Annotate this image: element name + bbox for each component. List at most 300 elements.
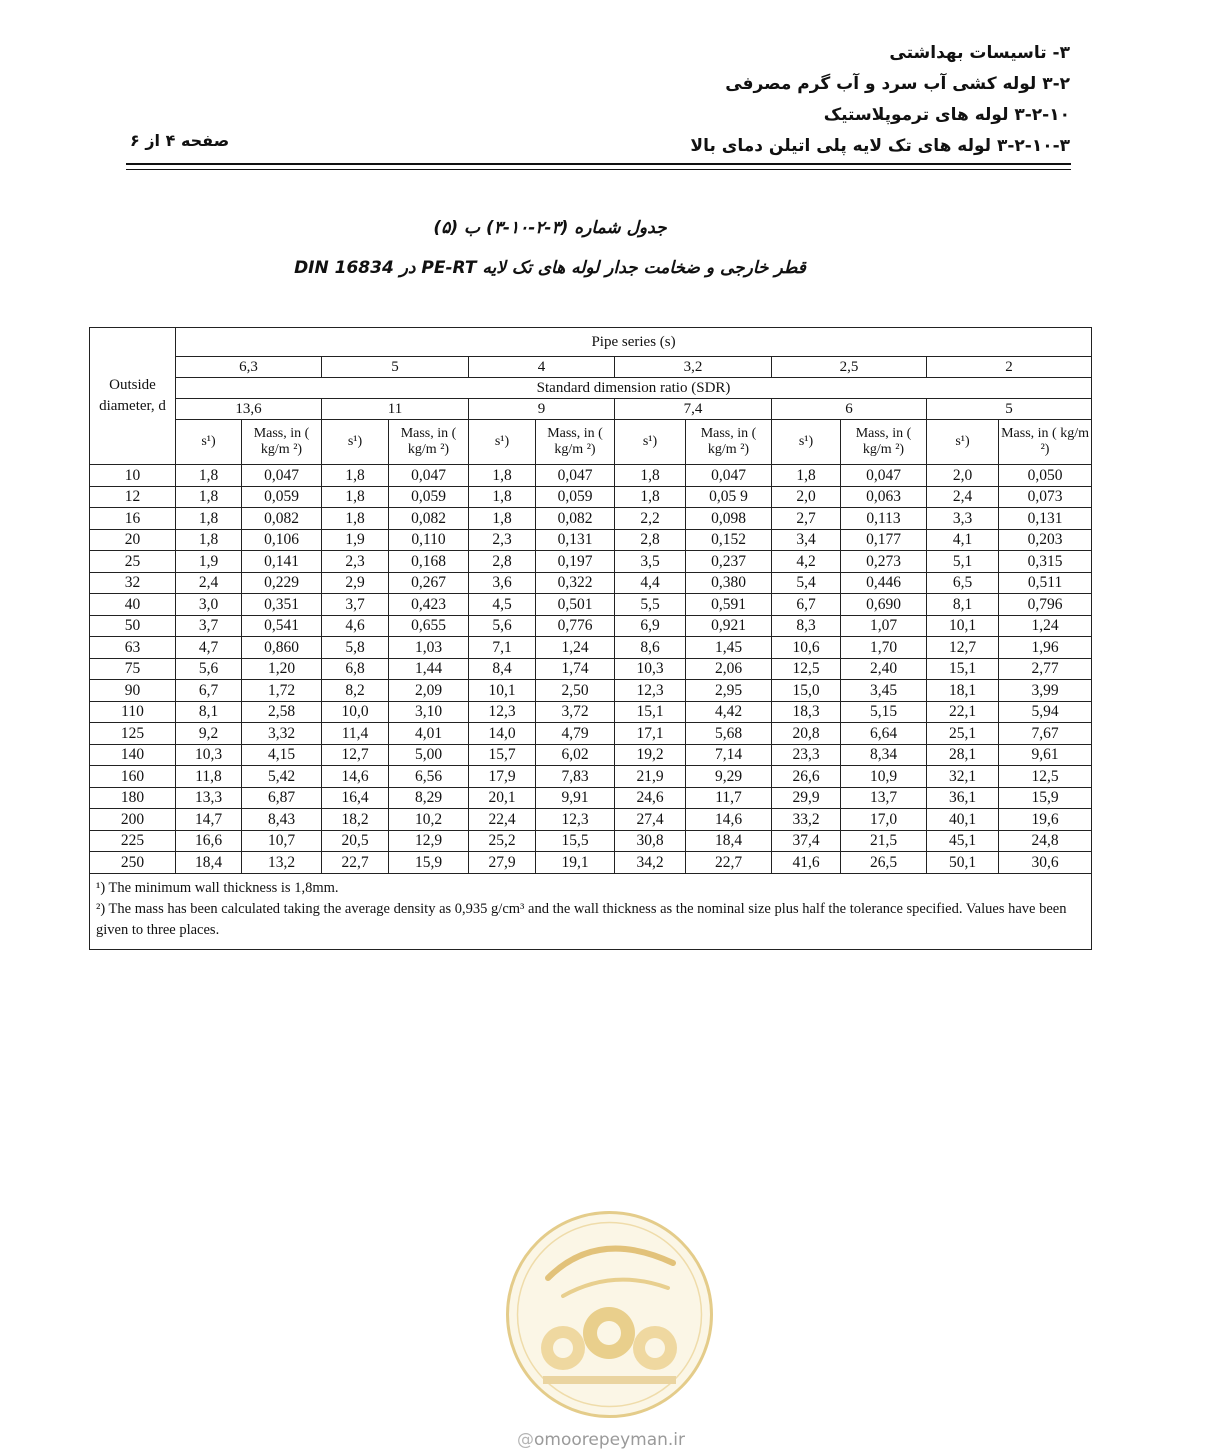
- mass-cell: 4,79: [536, 723, 615, 745]
- outside-diameter-cell: 180: [90, 787, 176, 809]
- wall-thickness-cell: 2,7: [772, 508, 841, 530]
- wall-thickness-cell: 4,7: [176, 637, 242, 659]
- wall-thickness-cell: 37,4: [772, 830, 841, 852]
- wall-thickness-cell: 27,9: [469, 852, 536, 874]
- wall-thickness-cell: 6,5: [927, 572, 999, 594]
- mass-cell: 0,796: [999, 594, 1092, 616]
- mass-cell: 12,3: [536, 809, 615, 831]
- wall-thickness-cell: 15,1: [927, 658, 999, 680]
- mass-cell: 0,168: [389, 551, 469, 573]
- mass-cell: 0,050: [999, 465, 1092, 487]
- mass-cell: 0,273: [841, 551, 927, 573]
- wall-thickness-cell: 41,6: [772, 852, 841, 874]
- mass-cell: 0,110: [389, 529, 469, 551]
- page-number: صفحه ۴ از ۶: [130, 131, 230, 150]
- wall-thickness-cell: 1,8: [469, 465, 536, 487]
- outside-diameter-cell: 125: [90, 723, 176, 745]
- wall-thickness-cell: 1,9: [176, 551, 242, 573]
- mass-cell: 3,72: [536, 701, 615, 723]
- mass-cell: 3,32: [242, 723, 322, 745]
- wall-thickness-cell: 9,2: [176, 723, 242, 745]
- wall-thickness-header: s¹): [322, 420, 389, 465]
- mass-cell: 3,45: [841, 680, 927, 702]
- outside-diameter-cell: 10: [90, 465, 176, 487]
- mass-cell: 0,05 9: [686, 486, 772, 508]
- mass-cell: 2,09: [389, 680, 469, 702]
- mass-cell: 1,96: [999, 637, 1092, 659]
- wall-thickness-cell: 21,9: [615, 766, 686, 788]
- mass-cell: 10,2: [389, 809, 469, 831]
- header-line-1: ۳- تاسیسات بهداشتی: [889, 43, 1070, 63]
- wall-thickness-cell: 22,7: [322, 852, 389, 874]
- mass-cell: 0,059: [536, 486, 615, 508]
- pipe-series-header: Pipe series (s): [176, 328, 1092, 357]
- wall-thickness-cell: 15,1: [615, 701, 686, 723]
- mass-cell: 6,02: [536, 744, 615, 766]
- mass-cell: 6,56: [389, 766, 469, 788]
- series-value: 4: [469, 357, 615, 378]
- wall-thickness-cell: 12,3: [469, 701, 536, 723]
- mass-cell: 9,61: [999, 744, 1092, 766]
- wall-thickness-cell: 3,0: [176, 594, 242, 616]
- wall-thickness-cell: 2,0: [772, 486, 841, 508]
- wall-thickness-cell: 18,3: [772, 701, 841, 723]
- mass-cell: 5,15: [841, 701, 927, 723]
- wall-thickness-cell: 2,3: [322, 551, 389, 573]
- wall-thickness-header: s¹): [927, 420, 999, 465]
- series-value: 5: [322, 357, 469, 378]
- wall-thickness-cell: 6,9: [615, 615, 686, 637]
- mass-cell: 1,70: [841, 637, 927, 659]
- mass-cell: 1,20: [242, 658, 322, 680]
- wall-thickness-cell: 10,1: [469, 680, 536, 702]
- wall-thickness-cell: 40,1: [927, 809, 999, 831]
- wall-thickness-cell: 18,4: [176, 852, 242, 874]
- outside-diameter-cell: 75: [90, 658, 176, 680]
- wall-thickness-cell: 16,4: [322, 787, 389, 809]
- mass-cell: 1,03: [389, 637, 469, 659]
- table-row: [90, 594, 1092, 616]
- mass-cell: 0,655: [389, 615, 469, 637]
- footnotes-row: [90, 873, 1092, 949]
- footnote-2: ²) The mass has been calculated taking the average density as 0,935 g/cm³ and the wall thickness as the nominal size plus half the tolerance specified. Values have been given to three places.: [96, 900, 1067, 938]
- mass-cell: 24,8: [999, 830, 1092, 852]
- wall-thickness-cell: 25,1: [927, 723, 999, 745]
- table-row: [90, 508, 1092, 530]
- mass-cell: 1,74: [536, 658, 615, 680]
- omoorepeyman-logo: [503, 1208, 716, 1421]
- mass-cell: 0,351: [242, 594, 322, 616]
- wall-thickness-cell: 4,4: [615, 572, 686, 594]
- wall-thickness-cell: 8,2: [322, 680, 389, 702]
- mass-cell: 0,047: [686, 465, 772, 487]
- wall-thickness-cell: 4,1: [927, 529, 999, 551]
- mass-cell: 0,047: [841, 465, 927, 487]
- mass-cell: 0,106: [242, 529, 322, 551]
- mass-cell: 0,082: [389, 508, 469, 530]
- wall-thickness-cell: 8,1: [927, 594, 999, 616]
- table-row: [90, 723, 1092, 745]
- outside-diameter-cell: 250: [90, 852, 176, 874]
- wall-thickness-cell: 10,3: [615, 658, 686, 680]
- mass-header: Mass, in ( kg/m ²): [686, 420, 772, 465]
- wall-thickness-cell: 2,3: [469, 529, 536, 551]
- outside-diameter-cell: 160: [90, 766, 176, 788]
- mass-cell: 2,06: [686, 658, 772, 680]
- mass-cell: 0,059: [389, 486, 469, 508]
- outside-diameter-cell: 16: [90, 508, 176, 530]
- wall-thickness-cell: 1,8: [322, 508, 389, 530]
- mass-cell: 14,6: [686, 809, 772, 831]
- wall-thickness-cell: 3,4: [772, 529, 841, 551]
- sdr-value: 5: [927, 399, 1092, 420]
- series-value: 2,5: [772, 357, 927, 378]
- wall-thickness-cell: 3,7: [176, 615, 242, 637]
- mass-cell: 6,87: [242, 787, 322, 809]
- table-row: [90, 680, 1092, 702]
- mass-cell: 3,10: [389, 701, 469, 723]
- wall-thickness-cell: 4,6: [322, 615, 389, 637]
- wall-thickness-cell: 22,1: [927, 701, 999, 723]
- table-row: [90, 658, 1092, 680]
- wall-thickness-header: s¹): [772, 420, 841, 465]
- mass-cell: 0,267: [389, 572, 469, 594]
- mass-cell: 4,15: [242, 744, 322, 766]
- wall-thickness-cell: 5,8: [322, 637, 389, 659]
- mass-cell: 0,541: [242, 615, 322, 637]
- wall-thickness-cell: 10,3: [176, 744, 242, 766]
- pipe-series-header-row: [90, 328, 1092, 357]
- wall-thickness-cell: 22,4: [469, 809, 536, 831]
- mass-cell: 15,9: [389, 852, 469, 874]
- wall-thickness-header: s¹): [615, 420, 686, 465]
- wall-thickness-cell: 4,2: [772, 551, 841, 573]
- sdr-value: 13,6: [176, 399, 322, 420]
- wall-thickness-cell: 27,4: [615, 809, 686, 831]
- outside-diameter-cell: 50: [90, 615, 176, 637]
- wall-thickness-cell: 11,4: [322, 723, 389, 745]
- mass-cell: 0,380: [686, 572, 772, 594]
- mass-cell: 0,082: [242, 508, 322, 530]
- table-row: [90, 486, 1092, 508]
- wall-thickness-cell: 1,8: [322, 465, 389, 487]
- mass-cell: 0,229: [242, 572, 322, 594]
- wall-thickness-cell: 15,7: [469, 744, 536, 766]
- footnotes: [90, 873, 1092, 949]
- mass-header: Mass, in ( kg/m ²): [999, 420, 1092, 465]
- mass-cell: 0,131: [999, 508, 1092, 530]
- wall-thickness-cell: 15,0: [772, 680, 841, 702]
- wall-thickness-cell: 1,8: [176, 508, 242, 530]
- mass-cell: 1,45: [686, 637, 772, 659]
- mass-cell: 13,7: [841, 787, 927, 809]
- wall-thickness-cell: 11,8: [176, 766, 242, 788]
- wall-thickness-cell: 6,8: [322, 658, 389, 680]
- wall-thickness-cell: 18,2: [322, 809, 389, 831]
- wall-thickness-cell: 36,1: [927, 787, 999, 809]
- mass-cell: 6,64: [841, 723, 927, 745]
- wall-thickness-header: s¹): [469, 420, 536, 465]
- table-title-caption: قطر خارجی و ضخامت جدار لوله های تک لایه PE-RT در DIN 16834: [294, 258, 806, 278]
- wall-thickness-cell: 1,8: [176, 465, 242, 487]
- mass-cell: 1,24: [999, 615, 1092, 637]
- wall-thickness-cell: 29,9: [772, 787, 841, 809]
- sdr-values-row: [90, 399, 1092, 420]
- mass-cell: 5,94: [999, 701, 1092, 723]
- wall-thickness-cell: 10,0: [322, 701, 389, 723]
- wall-thickness-cell: 2,4: [927, 486, 999, 508]
- wall-thickness-cell: 14,7: [176, 809, 242, 831]
- mass-cell: 0,131: [536, 529, 615, 551]
- outside-diameter-cell: 12: [90, 486, 176, 508]
- wall-thickness-cell: 4,5: [469, 594, 536, 616]
- wall-thickness-cell: 1,8: [615, 465, 686, 487]
- mass-cell: 1,44: [389, 658, 469, 680]
- mass-cell: 0,082: [536, 508, 615, 530]
- wall-thickness-cell: 20,1: [469, 787, 536, 809]
- wall-thickness-cell: 12,7: [927, 637, 999, 659]
- header-line-2: ۳-۲ لوله کشی آب سرد و آب گرم مصرفی: [725, 74, 1070, 94]
- wall-thickness-cell: 3,7: [322, 594, 389, 616]
- mass-cell: 15,9: [999, 787, 1092, 809]
- wall-thickness-cell: 34,2: [615, 852, 686, 874]
- sdr-value: 6: [772, 399, 927, 420]
- table-row: [90, 809, 1092, 831]
- wall-thickness-cell: 1,8: [469, 508, 536, 530]
- wall-thickness-cell: 2,0: [927, 465, 999, 487]
- table-row: [90, 465, 1092, 487]
- mass-cell: 2,50: [536, 680, 615, 702]
- table-row: [90, 615, 1092, 637]
- wall-thickness-cell: 8,4: [469, 658, 536, 680]
- mass-cell: 1,07: [841, 615, 927, 637]
- mass-cell: 0,047: [242, 465, 322, 487]
- mass-cell: 0,073: [999, 486, 1092, 508]
- mass-cell: 2,77: [999, 658, 1092, 680]
- outside-diameter-header: Outside diameter, d: [90, 328, 176, 465]
- table-number-caption: جدول شماره (۳-۲-۱۰-۳) ب (۵): [433, 218, 667, 238]
- mass-cell: 0,237: [686, 551, 772, 573]
- mass-header: Mass, in ( kg/m ²): [536, 420, 615, 465]
- wall-thickness-cell: 10,1: [927, 615, 999, 637]
- mass-cell: 0,690: [841, 594, 927, 616]
- table-row: [90, 830, 1092, 852]
- wall-thickness-cell: 5,4: [772, 572, 841, 594]
- wall-thickness-cell: 2,8: [469, 551, 536, 573]
- mass-cell: 22,7: [686, 852, 772, 874]
- outside-diameter-cell: 90: [90, 680, 176, 702]
- wall-thickness-cell: 1,8: [772, 465, 841, 487]
- mass-cell: 19,1: [536, 852, 615, 874]
- wall-thickness-cell: 33,2: [772, 809, 841, 831]
- mass-cell: 4,01: [389, 723, 469, 745]
- sdr-header-row: [90, 378, 1092, 399]
- wall-thickness-cell: 20,8: [772, 723, 841, 745]
- document-header: [450, 38, 1070, 162]
- mass-cell: 12,9: [389, 830, 469, 852]
- wall-thickness-cell: 1,8: [469, 486, 536, 508]
- wall-thickness-cell: 7,1: [469, 637, 536, 659]
- mass-cell: 7,83: [536, 766, 615, 788]
- mass-cell: 9,29: [686, 766, 772, 788]
- wall-thickness-cell: 2,8: [615, 529, 686, 551]
- wall-thickness-cell: 14,0: [469, 723, 536, 745]
- wall-thickness-cell: 20,5: [322, 830, 389, 852]
- wall-thickness-cell: 8,6: [615, 637, 686, 659]
- mass-cell: 0,203: [999, 529, 1092, 551]
- mass-cell: 0,047: [536, 465, 615, 487]
- header-line-3: ۳-۲-۱۰ لوله های ترموپلاستیک: [823, 105, 1070, 125]
- wall-thickness-cell: 5,5: [615, 594, 686, 616]
- mass-cell: 0,511: [999, 572, 1092, 594]
- mass-cell: 7,14: [686, 744, 772, 766]
- wall-thickness-cell: 17,1: [615, 723, 686, 745]
- wall-thickness-cell: 25,2: [469, 830, 536, 852]
- wall-thickness-cell: 1,8: [176, 529, 242, 551]
- wall-thickness-cell: 45,1: [927, 830, 999, 852]
- wall-thickness-cell: 14,6: [322, 766, 389, 788]
- mass-cell: 0,063: [841, 486, 927, 508]
- column-subheader-row: [90, 420, 1092, 465]
- mass-cell: 0,152: [686, 529, 772, 551]
- wall-thickness-cell: 6,7: [772, 594, 841, 616]
- mass-cell: 11,7: [686, 787, 772, 809]
- mass-cell: 10,7: [242, 830, 322, 852]
- outside-diameter-cell: 225: [90, 830, 176, 852]
- wall-thickness-cell: 17,9: [469, 766, 536, 788]
- mass-cell: 8,29: [389, 787, 469, 809]
- mass-cell: 0,047: [389, 465, 469, 487]
- mass-cell: 0,776: [536, 615, 615, 637]
- wall-thickness-cell: 3,6: [469, 572, 536, 594]
- wall-thickness-cell: 1,8: [322, 486, 389, 508]
- wall-thickness-cell: 19,2: [615, 744, 686, 766]
- table-row: [90, 529, 1092, 551]
- mass-cell: 1,72: [242, 680, 322, 702]
- series-value: 6,3: [176, 357, 322, 378]
- mass-cell: 0,501: [536, 594, 615, 616]
- table-row: [90, 637, 1092, 659]
- mass-cell: 0,860: [242, 637, 322, 659]
- mass-cell: 0,177: [841, 529, 927, 551]
- wall-thickness-cell: 5,1: [927, 551, 999, 573]
- outside-diameter-cell: 110: [90, 701, 176, 723]
- mass-cell: 17,0: [841, 809, 927, 831]
- mass-cell: 18,4: [686, 830, 772, 852]
- wall-thickness-header: s¹): [176, 420, 242, 465]
- series-values-row: [90, 357, 1092, 378]
- wall-thickness-cell: 1,9: [322, 529, 389, 551]
- outside-diameter-cell: 200: [90, 809, 176, 831]
- table-row: [90, 551, 1092, 573]
- wall-thickness-cell: 50,1: [927, 852, 999, 874]
- wall-thickness-cell: 6,7: [176, 680, 242, 702]
- site-url: omoorepeyman.ir: [534, 1430, 686, 1450]
- wall-thickness-cell: 2,4: [176, 572, 242, 594]
- mass-cell: 0,059: [242, 486, 322, 508]
- table-row: [90, 701, 1092, 723]
- mass-cell: 4,42: [686, 701, 772, 723]
- mass-cell: 0,098: [686, 508, 772, 530]
- mass-cell: 0,197: [536, 551, 615, 573]
- mass-cell: 8,43: [242, 809, 322, 831]
- mass-cell: 5,00: [389, 744, 469, 766]
- wall-thickness-cell: 2,2: [615, 508, 686, 530]
- sdr-value: 11: [322, 399, 469, 420]
- mass-cell: 21,5: [841, 830, 927, 852]
- wall-thickness-cell: 8,3: [772, 615, 841, 637]
- mass-header: Mass, in ( kg/m ²): [389, 420, 469, 465]
- mass-cell: 15,5: [536, 830, 615, 852]
- outside-diameter-cell: 63: [90, 637, 176, 659]
- mass-cell: 12,5: [999, 766, 1092, 788]
- wall-thickness-cell: 28,1: [927, 744, 999, 766]
- mass-cell: 13,2: [242, 852, 322, 874]
- sdr-value: 9: [469, 399, 615, 420]
- mass-cell: 1,24: [536, 637, 615, 659]
- outside-diameter-cell: 140: [90, 744, 176, 766]
- series-value: 2: [927, 357, 1092, 378]
- mass-cell: 10,9: [841, 766, 927, 788]
- series-value: 3,2: [615, 357, 772, 378]
- mass-cell: 0,322: [536, 572, 615, 594]
- wall-thickness-cell: 16,6: [176, 830, 242, 852]
- wall-thickness-cell: 3,3: [927, 508, 999, 530]
- wall-thickness-cell: 1,8: [176, 486, 242, 508]
- wall-thickness-cell: 30,8: [615, 830, 686, 852]
- wall-thickness-cell: 12,5: [772, 658, 841, 680]
- footnote-1: ¹) The minimum wall thickness is 1,8mm.: [96, 879, 339, 896]
- mass-cell: 2,40: [841, 658, 927, 680]
- mass-cell: 0,591: [686, 594, 772, 616]
- at-sign: @: [517, 1430, 534, 1450]
- wall-thickness-cell: 32,1: [927, 766, 999, 788]
- table-row: [90, 766, 1092, 788]
- sdr-header: Standard dimension ratio (SDR): [176, 378, 1092, 399]
- outside-diameter-cell: 25: [90, 551, 176, 573]
- mass-header: Mass, in ( kg/m ²): [841, 420, 927, 465]
- wall-thickness-cell: 2,9: [322, 572, 389, 594]
- mass-cell: 9,91: [536, 787, 615, 809]
- mass-cell: 0,423: [389, 594, 469, 616]
- mass-cell: 2,58: [242, 701, 322, 723]
- wall-thickness-cell: 5,6: [176, 658, 242, 680]
- wall-thickness-cell: 23,3: [772, 744, 841, 766]
- table-row: [90, 787, 1092, 809]
- mass-cell: 3,99: [999, 680, 1092, 702]
- mass-cell: 5,42: [242, 766, 322, 788]
- outside-diameter-cell: 20: [90, 529, 176, 551]
- wall-thickness-cell: 8,1: [176, 701, 242, 723]
- mass-cell: 2,95: [686, 680, 772, 702]
- wall-thickness-cell: 12,3: [615, 680, 686, 702]
- table-row: [90, 744, 1092, 766]
- pipe-dimensions-table: [89, 327, 1092, 950]
- table-row: [90, 572, 1092, 594]
- outside-diameter-cell: 32: [90, 572, 176, 594]
- mass-cell: 8,34: [841, 744, 927, 766]
- mass-cell: 19,6: [999, 809, 1092, 831]
- mass-cell: 0,315: [999, 551, 1092, 573]
- wall-thickness-cell: 26,6: [772, 766, 841, 788]
- mass-cell: 30,6: [999, 852, 1092, 874]
- header-rule: [126, 163, 1071, 165]
- outside-diameter-cell: 40: [90, 594, 176, 616]
- wall-thickness-cell: 12,7: [322, 744, 389, 766]
- wall-thickness-cell: 13,3: [176, 787, 242, 809]
- header-line-4: ۳-۲-۱۰-۳ لوله های تک لایه پلی اتیلن دمای بالا: [690, 136, 1070, 156]
- mass-cell: 0,446: [841, 572, 927, 594]
